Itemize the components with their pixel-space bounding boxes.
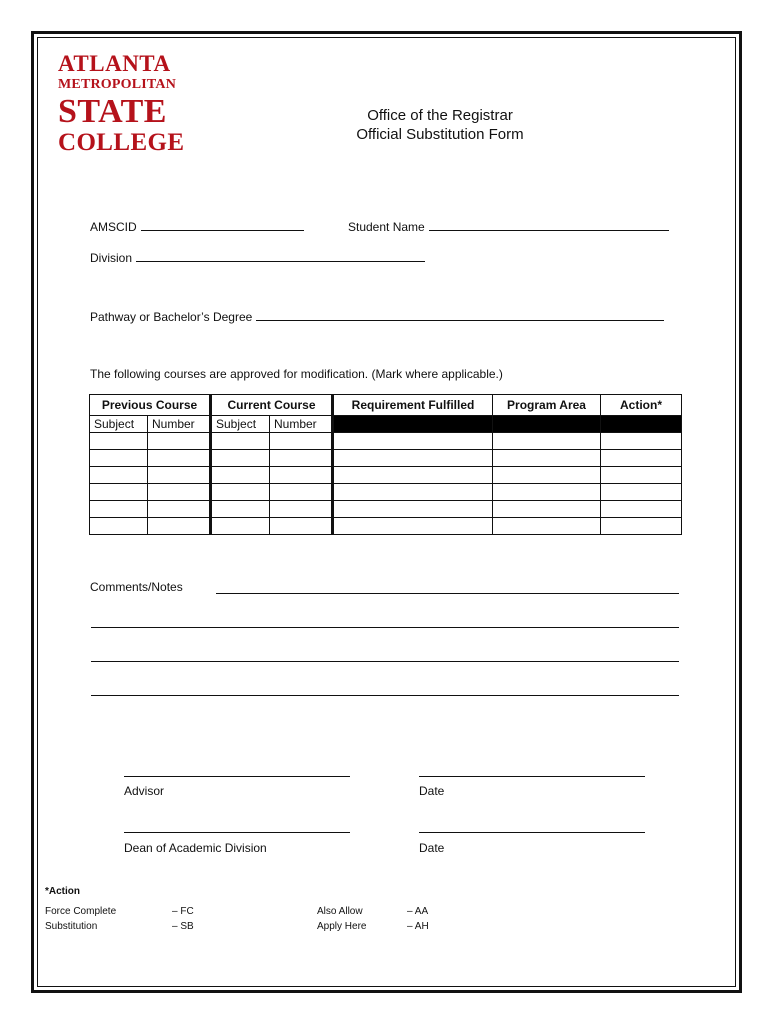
table-cell[interactable] <box>270 450 333 467</box>
logo-line-3: STATE <box>58 93 167 130</box>
advisor-date-line[interactable] <box>419 776 645 777</box>
table-cell[interactable] <box>333 518 493 535</box>
subheader-shaded-cell <box>601 416 682 433</box>
table-cell[interactable] <box>270 518 333 535</box>
header-program-area: Program Area <box>493 395 601 416</box>
table-cell[interactable] <box>270 484 333 501</box>
table-cell[interactable] <box>333 433 493 450</box>
student-name-field[interactable] <box>348 220 669 234</box>
comments-line[interactable] <box>91 695 679 696</box>
subheader-curr-number: Number <box>270 416 333 433</box>
table-cell[interactable] <box>211 467 270 484</box>
legend-code: – SB <box>172 921 194 932</box>
dean-signature-line[interactable] <box>124 832 350 833</box>
comments-label: Comments/Notes <box>90 580 183 594</box>
subheader-prev-number: Number <box>148 416 211 433</box>
legend-label: Also Allow <box>317 906 363 917</box>
header-action: Action* <box>601 395 682 416</box>
pathway-input-line[interactable] <box>256 310 664 321</box>
form-title <box>300 106 580 144</box>
pathway-label: Pathway or Bachelor’s Degree <box>90 310 253 324</box>
table-cell[interactable] <box>148 501 211 518</box>
subheader-prev-subject: Subject <box>90 416 148 433</box>
table-cell[interactable] <box>90 501 148 518</box>
legend-label: Force Complete <box>45 906 117 917</box>
table-cell[interactable] <box>90 467 148 484</box>
dean-date-label: Date <box>419 841 445 855</box>
title-line-2: Official Substitution Form <box>356 126 524 143</box>
legend-label: Apply Here <box>317 921 367 932</box>
table-cell[interactable] <box>211 450 270 467</box>
student-name-label: Student Name <box>348 220 425 234</box>
advisor-label: Advisor <box>124 784 165 798</box>
table-row <box>90 518 682 535</box>
table-cell[interactable] <box>493 501 601 518</box>
advisor-signature-line[interactable] <box>124 776 350 777</box>
table-cell[interactable] <box>270 501 333 518</box>
legend-code: – FC <box>172 906 194 917</box>
title-line-1: Office of the Registrar <box>367 107 513 124</box>
header-current-course: Current Course <box>211 395 333 416</box>
table-cell[interactable] <box>270 467 333 484</box>
table-cell[interactable] <box>333 501 493 518</box>
subheader-shaded-cell <box>333 416 493 433</box>
table-cell[interactable] <box>211 484 270 501</box>
table-cell[interactable] <box>601 450 682 467</box>
table-cell[interactable] <box>211 433 270 450</box>
table-row <box>90 433 682 450</box>
table-cell[interactable] <box>493 484 601 501</box>
comments-line[interactable] <box>91 627 679 628</box>
advisor-date-label: Date <box>419 784 445 798</box>
amscid-label: AMSCID <box>90 220 137 234</box>
table-cell[interactable] <box>148 518 211 535</box>
table-header-row <box>90 395 682 416</box>
header-previous-course: Previous Course <box>90 395 211 416</box>
table-cell[interactable] <box>601 518 682 535</box>
dean-label: Dean of Academic Division <box>124 841 267 855</box>
table-cell[interactable] <box>148 467 211 484</box>
division-field[interactable] <box>90 251 425 265</box>
table-cell[interactable] <box>333 484 493 501</box>
table-cell[interactable] <box>601 467 682 484</box>
table-cell[interactable] <box>90 484 148 501</box>
table-cell[interactable] <box>270 433 333 450</box>
table-subheader-row <box>90 416 682 433</box>
table-cell[interactable] <box>493 433 601 450</box>
table-cell[interactable] <box>148 484 211 501</box>
table-cell[interactable] <box>90 450 148 467</box>
division-input-line[interactable] <box>136 251 425 262</box>
courses-note: The following courses are approved for modification. (Mark where applicable.) <box>90 367 503 381</box>
student-name-input-line[interactable] <box>429 220 669 231</box>
amscid-input-line[interactable] <box>141 220 304 231</box>
action-legend-heading: *Action <box>45 886 80 897</box>
table-cell[interactable] <box>211 501 270 518</box>
table-cell[interactable] <box>493 518 601 535</box>
subheader-shaded-cell <box>493 416 601 433</box>
table-cell[interactable] <box>90 518 148 535</box>
pathway-field[interactable] <box>90 310 664 324</box>
legend-code: – AH <box>407 921 429 932</box>
table-cell[interactable] <box>333 467 493 484</box>
logo-line-2: METROPOLITAN <box>58 77 177 92</box>
table-cell[interactable] <box>493 467 601 484</box>
comments-line[interactable] <box>91 661 679 662</box>
table-cell[interactable] <box>601 501 682 518</box>
table-cell[interactable] <box>493 450 601 467</box>
table-cell[interactable] <box>211 518 270 535</box>
logo-line-4: COLLEGE <box>58 129 185 156</box>
division-label: Division <box>90 251 133 265</box>
courses-table <box>89 394 682 535</box>
table-cell[interactable] <box>90 433 148 450</box>
table-cell[interactable] <box>601 484 682 501</box>
table-cell[interactable] <box>601 433 682 450</box>
logo-line-1: ATLANTA <box>58 51 171 76</box>
legend-code: – AA <box>407 906 429 917</box>
dean-date-line[interactable] <box>419 832 645 833</box>
college-logo <box>58 52 184 155</box>
comments-line[interactable] <box>216 593 679 594</box>
table-cell[interactable] <box>148 450 211 467</box>
table-row <box>90 467 682 484</box>
table-cell[interactable] <box>333 450 493 467</box>
table-row <box>90 501 682 518</box>
legend-label: Substitution <box>45 921 98 932</box>
table-row <box>90 450 682 467</box>
table-cell[interactable] <box>148 433 211 450</box>
header-requirement-fulfilled: Requirement Fulfilled <box>333 395 493 416</box>
subheader-curr-subject: Subject <box>211 416 270 433</box>
table-row <box>90 484 682 501</box>
amscid-field[interactable] <box>90 220 304 234</box>
